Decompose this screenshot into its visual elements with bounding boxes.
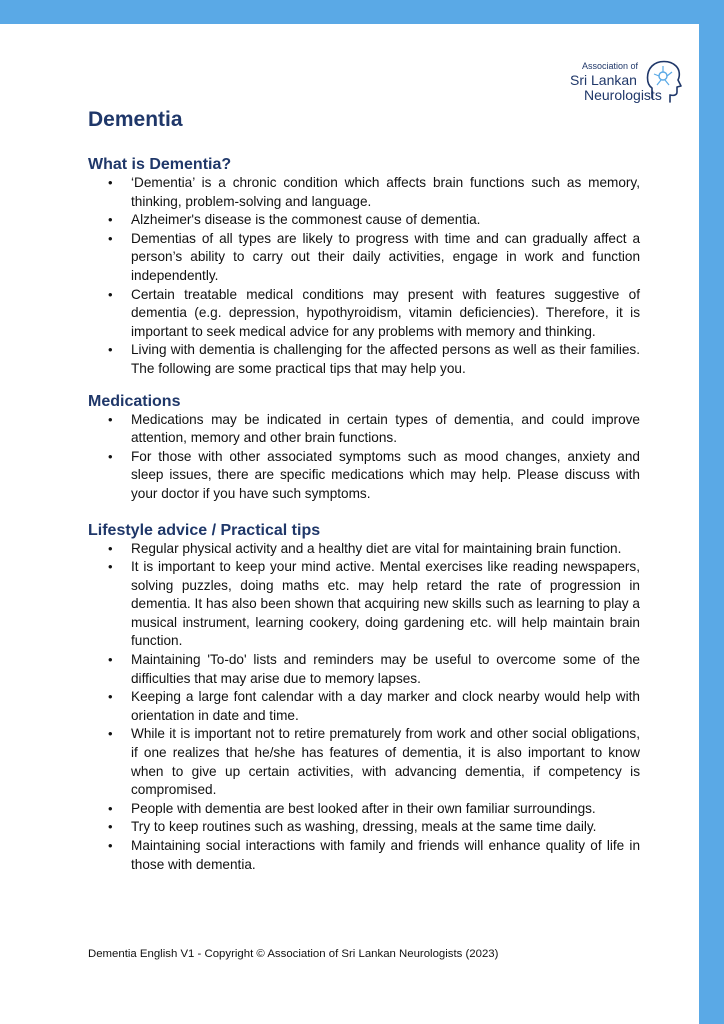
- bullet-list-medications: [88, 411, 640, 504]
- list-item: • Maintaining social interactions with family and friends will enhance quality of life in those with dementia.: [88, 837, 640, 874]
- list-item: • Regular physical activity and a healthy diet are vital for maintaining brain function.: [88, 540, 640, 559]
- list-item: • People with dementia are best looked after in their own familiar surroundings.: [88, 800, 640, 819]
- list-item: • While it is important not to retire prematurely from work and other social obligations, if one realizes that he/she has features of dementia, it is also important to know when to give up certain activities, with advancing dementia, if competency is compromised.: [88, 725, 640, 799]
- section-heading-medications: Medications: [88, 392, 181, 410]
- logo-line-3: Neurologists: [584, 87, 662, 103]
- list-item: • Try to keep routines such as washing, dressing, meals at the same time daily.: [88, 818, 640, 837]
- right-accent-bar: [699, 24, 724, 1024]
- section-heading-lifestyle-advice: Lifestyle advice / Practical tips: [88, 521, 321, 539]
- logo-line-2: Sri Lankan: [570, 72, 637, 88]
- list-item: • It is important to keep your mind active. Mental exercises like reading newspapers, solving puzzles, doing maths etc. may help retard the rate of progression in dementia. It has also been shown that acquiring new skills such as learning to play a musical instrument, learning cookery, doing gardening etc. will help maintain brain function.: [88, 558, 640, 651]
- top-accent-bar: [0, 0, 724, 24]
- bullet-list-lifestyle-advice: [88, 540, 640, 875]
- head-profile-neuron-icon: [644, 58, 684, 104]
- bullet-list-what-is-dementia: [88, 174, 640, 379]
- list-item: • Keeping a large font calendar with a day marker and clock nearby would help with orientation in date and time.: [88, 688, 640, 725]
- list-item: • For those with other associated symptoms such as mood changes, anxiety and sleep issues, there are specific medications which may help. Please discuss with your doctor if you have such symptoms.: [88, 448, 640, 504]
- list-item: • ‘Dementia’ is a chronic condition which affects brain functions such as memory, thinking, problem-solving and language.: [88, 174, 640, 211]
- page-title: Dementia: [88, 108, 183, 131]
- document-content: [88, 108, 640, 874]
- list-item: • Alzheimer's disease is the commonest cause of dementia.: [88, 211, 640, 230]
- list-item: • Medications may be indicated in certain types of dementia, and could improve attention, memory and other brain functions.: [88, 411, 640, 448]
- list-item: • Certain treatable medical conditions may present with features suggestive of dementia (e.g. depression, hypothyroidism, vitamin deficiencies). Therefore, it is important to seek medical advice for any problems with memory and thinking.: [88, 286, 640, 342]
- organization-logo: [570, 58, 685, 114]
- footer-copyright: Dementia English V1 - Copyright © Association of Sri Lankan Neurologists (2023): [88, 948, 499, 960]
- list-item: • Dementias of all types are likely to progress with time and can gradually affect a person’s ability to carry out their daily activities, engage in work and function independently.: [88, 230, 640, 286]
- section-heading-what-is-dementia: What is Dementia?: [88, 156, 232, 173]
- logo-line-1: Association of: [582, 61, 639, 71]
- list-item: • Living with dementia is challenging for the affected persons as well as their families. The following are some practical tips that may help you.: [88, 341, 640, 378]
- list-item: • Maintaining 'To-do' lists and reminders may be useful to overcome some of the difficulties that may arise due to memory lapses.: [88, 651, 640, 688]
